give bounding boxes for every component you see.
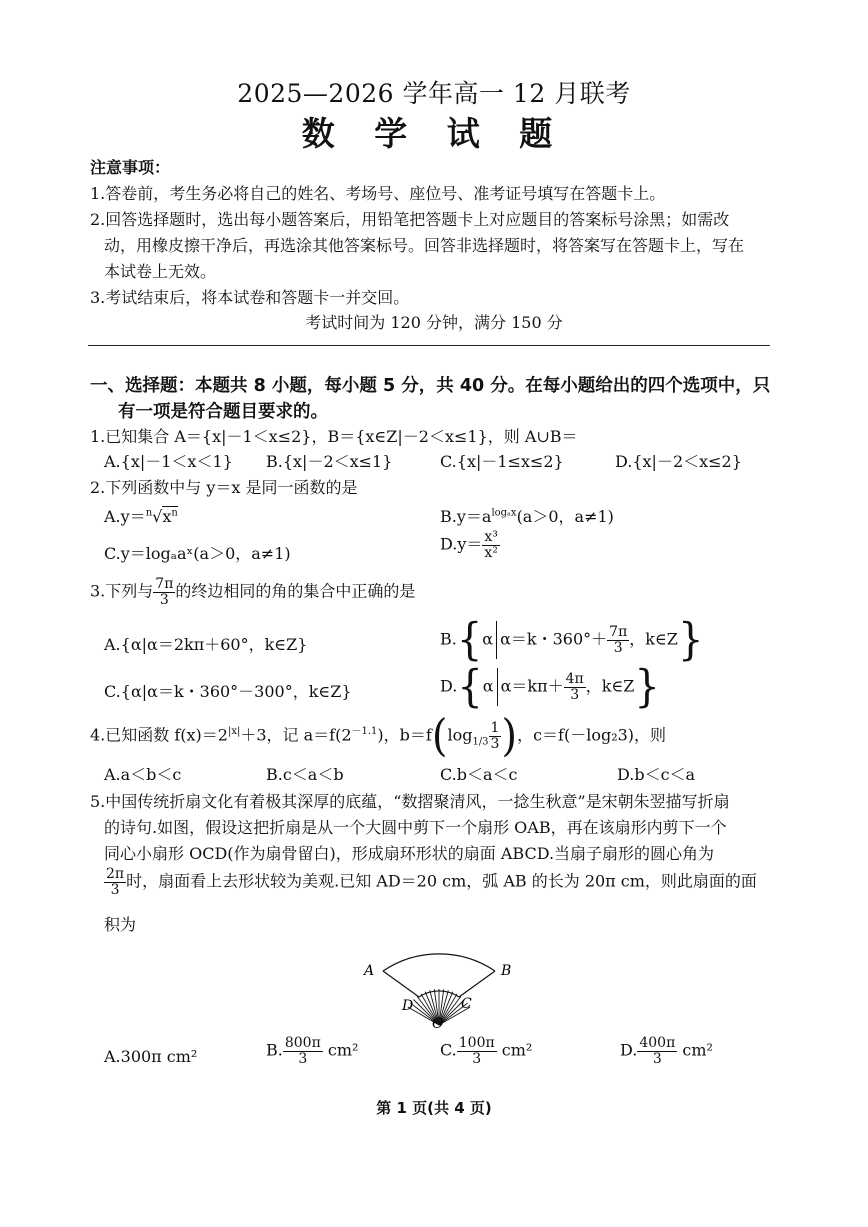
q3-option-a: A.{α|α＝2kπ＋60°，k∈Z} [104, 635, 308, 654]
radical-sign: √ [152, 507, 163, 526]
q5-line-4: $\frac{2\pi}{3}$ 时，扇面看上去形状较为美观.已知 AD＝20 cm，弧 AB 的长为 20π cm，则此扇面的面 [106, 866, 757, 898]
q1-option-a: A.{x|－1＜x＜1} [104, 452, 233, 471]
page-footer: 第 1 页(共 4 页) [376, 1099, 492, 1117]
q1-stem: 1.已知集合 A＝{x|－1＜x≤2}，B＝{x∈Z|－2＜x≤1}，则 A∪B＝ [90, 427, 578, 446]
q5-line-2: 的诗句.如图，假设这把折扇是从一个大圆中剪下一个扇形 OAB，再在该扇形内剪下一个 [104, 818, 727, 837]
q2-stem: 2.下列函数中与 y＝x 是同一函数的是 [90, 478, 358, 497]
q5-option-c: C. $\frac{100\pi}{3}$ cm² [440, 1035, 533, 1067]
q5-line-1: 5.中国传统折扇文化有着极其深厚的底蕴，“数摺聚清风，一捻生秋意”是宋朝朱翌描写折扇 [90, 792, 730, 811]
q4-option-a: A.a＜b＜c [104, 765, 182, 784]
label-d: D [402, 998, 414, 1014]
q3-option-c: C.{α|α＝k・360°－300°，k∈Z} [104, 682, 352, 701]
note-1: 1.答卷前，考生务必将自己的姓名、考场号、座位号、准考证号填写在答题卡上。 [90, 184, 666, 203]
notes-heading: 注意事项： [90, 158, 171, 177]
q2-a-index: n [145, 507, 153, 519]
q2-option-b [440, 504, 614, 527]
q2-b-prefix: B.y＝a [440, 507, 492, 526]
q5-option-a: A.300π cm² [104, 1047, 198, 1066]
subject-title: 数 学 试 题 [301, 114, 567, 153]
q3-d-fraction: $\frac{4\pi}{3}$ [565, 670, 584, 703]
fan-edge-ad [383, 971, 419, 997]
q5-line-5: 积为 [104, 915, 137, 934]
section-1-heading: 一、选择题：本题共 8 小题，每小题 5 分，共 40 分。在每小题给出的四个选项中，只 [90, 376, 771, 396]
note-2c: 本试卷上无效。 [104, 262, 217, 281]
q4-stem: 4.已知函数 $f(x)=2^{|x|}+3$，记 $a=f(2^{-1.1})$，$b=f(\log_{1/3}$ $\frac{1}{3}$ )，c＝f(－log₂3)，则 [90, 710, 667, 762]
fan-edge-bc [459, 971, 495, 997]
q5-option-b: B. $\frac{800\pi}{3}$ cm² [266, 1035, 359, 1067]
q3-stem: 3.下列与 $\frac{7\pi}{3}$ 的终边相同的角的集合中正确的是 [90, 576, 416, 608]
q4-option-d: D.b＜c＜a [617, 765, 696, 784]
note-2b: 动，用橡皮擦干净后，再选涂其他答案标号。回答非选择题时，将答案写在答题卡上，写在 [104, 236, 745, 255]
q5-line-3: 同心小扇形 OCD(作为扇骨留白)，形成扇环形状的扇面 ABCD.当扇子扇形的圆心角为 [104, 844, 715, 863]
q2-option-c: C.y＝logₐaˣ(a＞0，a≠1) [104, 544, 291, 563]
q3-option-b: B.{α α＝k・360°＋ $\frac{7\pi}{3}$ ，k∈Z} [440, 614, 704, 666]
q2-a-exponent: n [171, 507, 178, 519]
q2-option-d [440, 530, 500, 560]
q4-fraction: $\frac{1}{3}$ [490, 719, 500, 752]
q3-option-d: D.{α α＝kπ＋ $\frac{4\pi}{3}$ ，k∈Z} [440, 661, 660, 713]
q5-option-d: D. $\frac{400\pi}{3}$ cm² [620, 1035, 713, 1067]
q2-a-prefix: A.y＝ [104, 507, 146, 526]
q3-stem-fraction: $\frac{7\pi}{3}$ [155, 576, 174, 608]
q2-b-condition: (a＞0，a≠1) [516, 507, 614, 526]
fan-figure [350, 930, 530, 1035]
note-2a: 2.回答选择题时，选出每小题答案后，用铅笔把答题卡上对应题目的答案标号涂黑；如需改 [90, 210, 730, 229]
q2-b-exponent: logₐx [491, 507, 517, 519]
divider-line [88, 345, 770, 346]
label-o: O [432, 1016, 444, 1032]
exam-time: 考试时间为 120 分钟，满分 150 分 [305, 313, 563, 332]
label-a: A [364, 963, 375, 979]
q2-d-fraction: $\frac{\text{x³}}{\text{x²}}$ [484, 529, 498, 561]
q2-d-prefix: D.y＝ [440, 534, 483, 554]
note-3: 3.考试结束后，将本试卷和答题卡一并交回。 [90, 288, 410, 307]
q1-option-c: C.{x|－1≤x≤2} [440, 452, 564, 471]
label-c: C [461, 996, 472, 1012]
q2-a-radicand: $x^n$ [162, 507, 178, 526]
exam-title: 2025—2026 学年高一 12 月联考 [237, 79, 631, 108]
q5-angle-fraction: $\frac{2\pi}{3}$ [106, 866, 125, 898]
q3-b-fraction: $\frac{7\pi}{3}$ [609, 623, 628, 656]
section-1-heading-cont: 有一项是符合题目要求的。 [118, 402, 328, 422]
label-b: B [501, 963, 512, 979]
q1-option-b: B.{x|－2＜x≤1} [266, 452, 393, 471]
q4-option-b: B.c＜a＜b [266, 765, 344, 784]
q4-option-c: C.b＜a＜c [440, 765, 518, 784]
q2-option-a [104, 504, 178, 527]
q1-option-d: D.{x|－2＜x≤2} [615, 452, 742, 471]
fan-outer-arc [383, 954, 495, 971]
